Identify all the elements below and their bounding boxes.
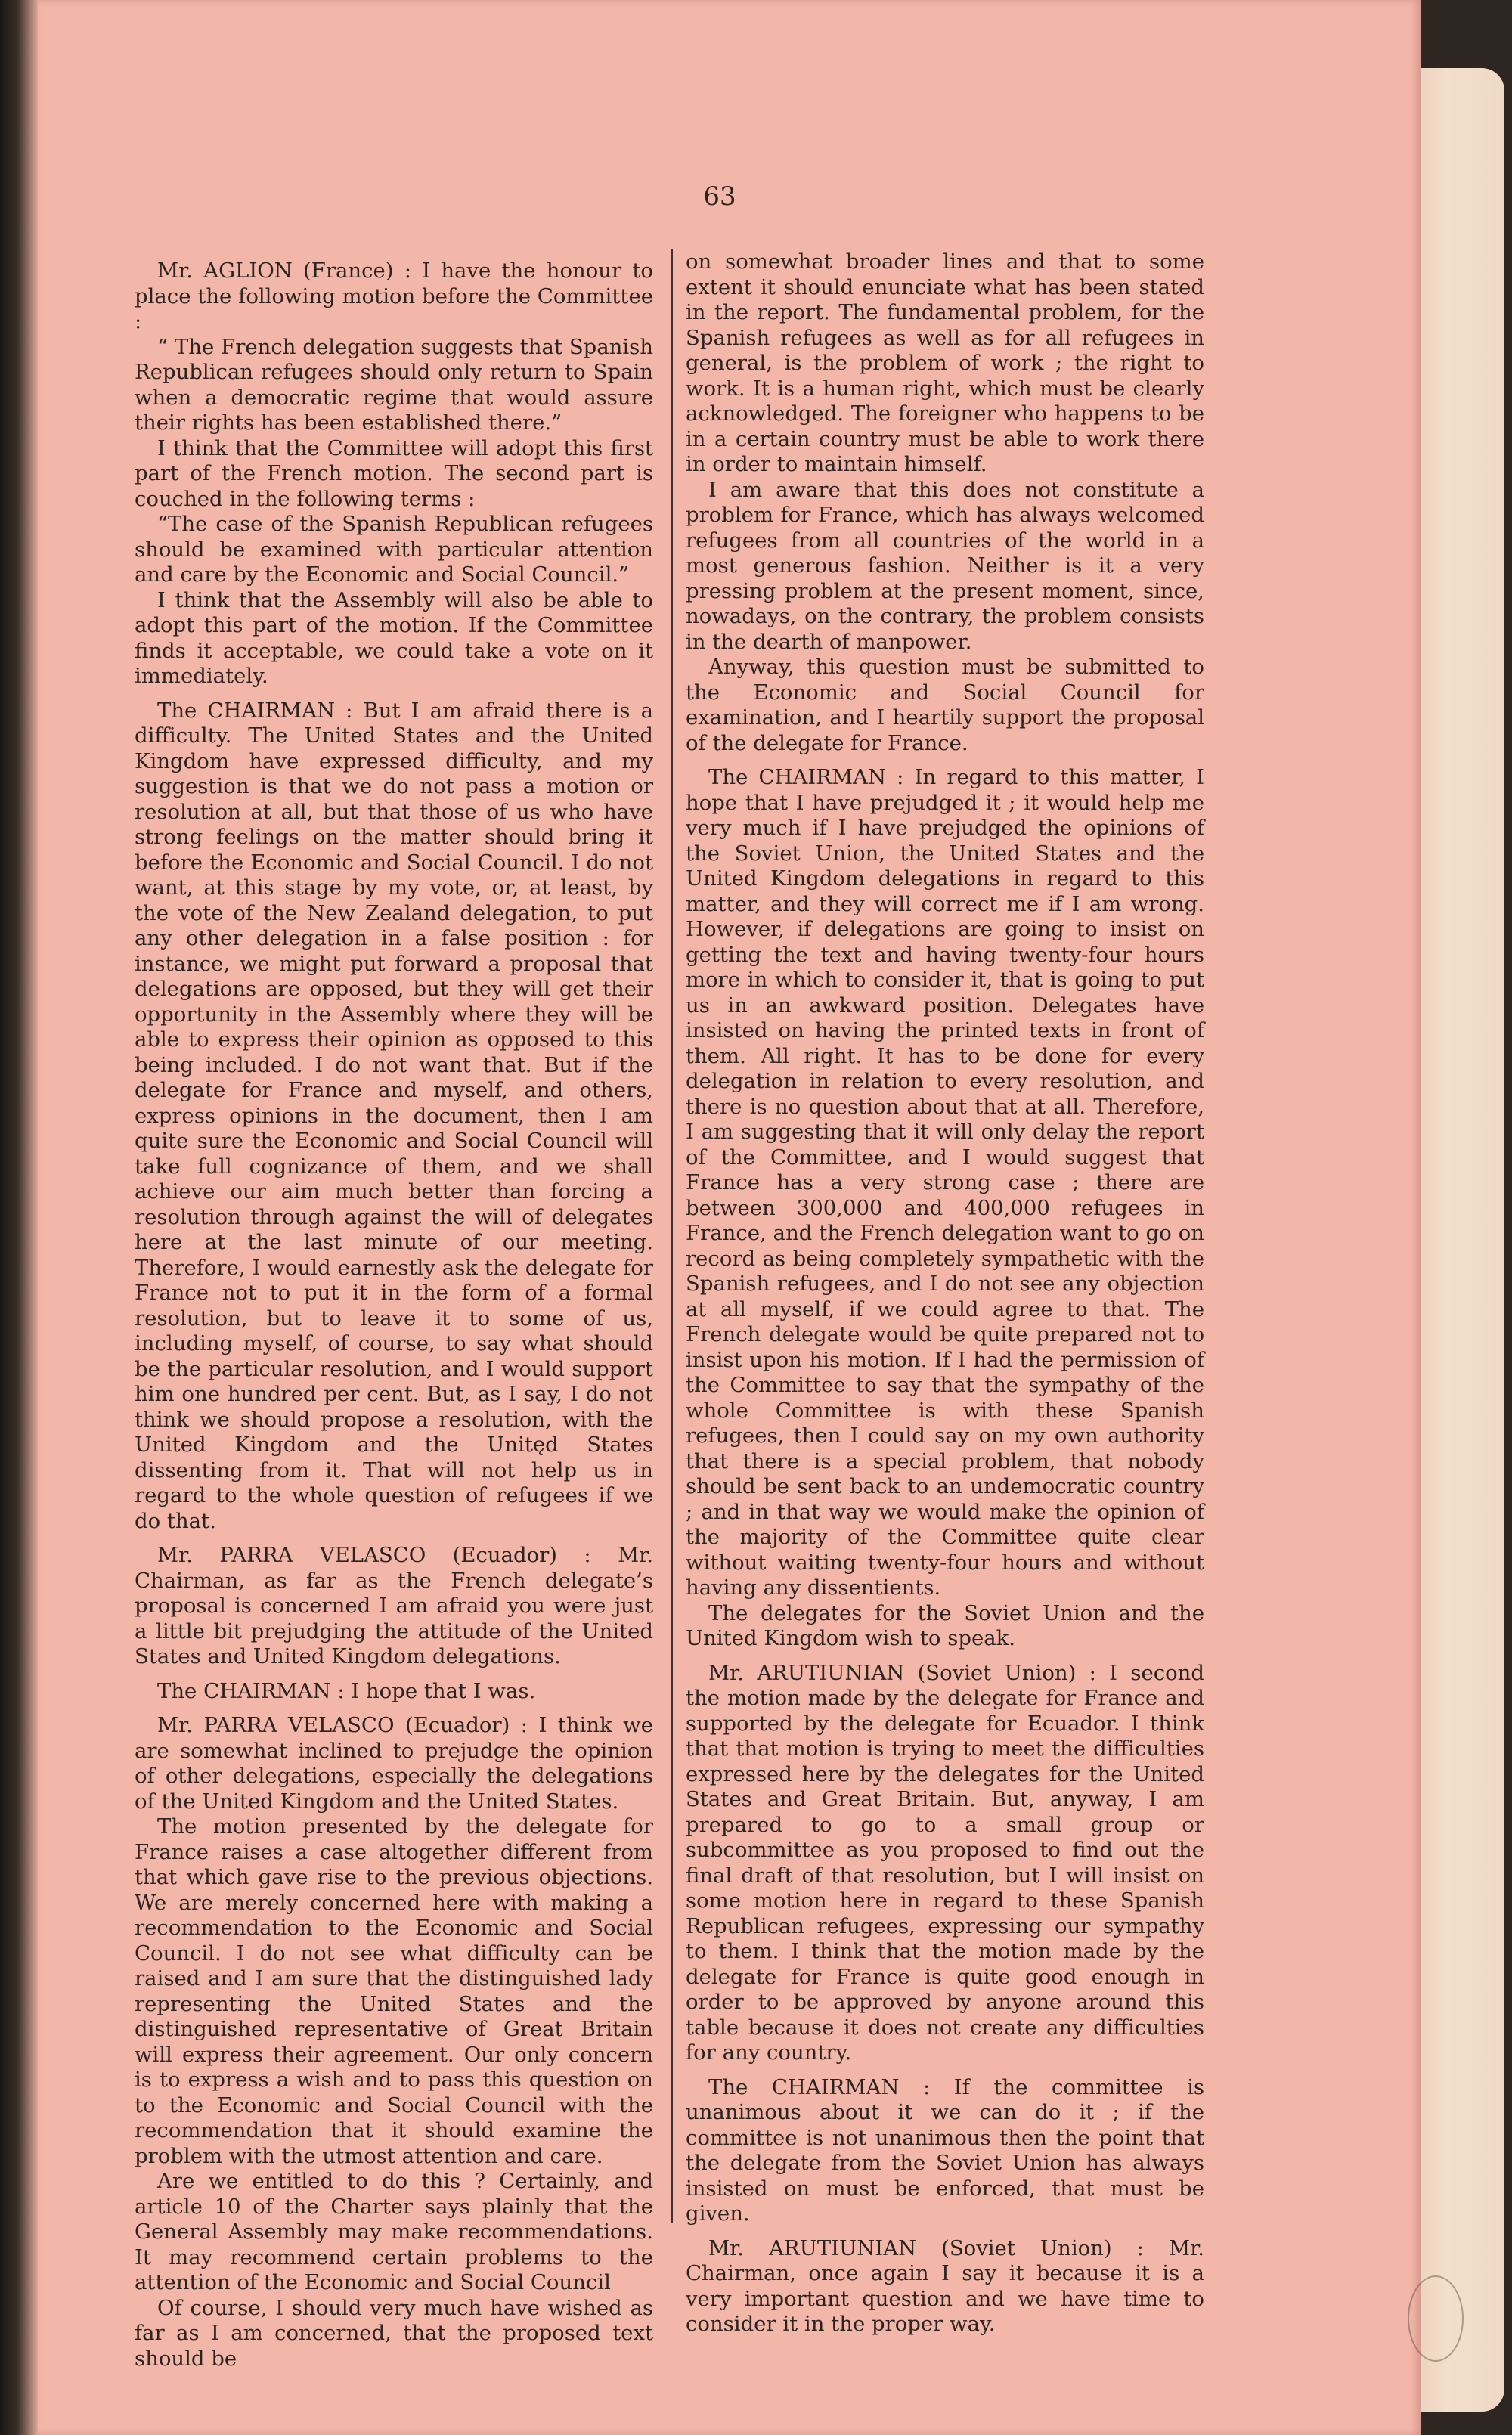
paragraph: I think that the Committee will adopt this first part of the French motion. The second part is couched in the following terms : <box>135 435 653 511</box>
paragraph: The CHAIRMAN : In regard to this matter, I hope that I have prejudged it ; it would help me very much if I have prejudged the opinions of the Soviet Union, the United States and the United Kingdom delegations in regard to this matter, and they will correct me if I am wrong. However, if delegations are going to insist on getting the text and having twenty-four hours more in which to consider it, that is going to put us in an awkward position. Delegates have insisted on having the printed texts in front of them. All right. It has to be done for every delegation in relation to every resolution, and there is no question about that at all. Therefore, I am suggesting that it will only delay the report of the Committee, and I would suggest that France has a very strong case ; there are between 300,000 and 400,000 refugees in France, and the French delegation want to go on record as being completely sympathetic with the Spanish refugees, and I do not see any objection at all myself, if we could agree to that. The French delegate would be quite prepared not to insist upon his motion. If I had the permission of the Committee to say that the sympathy of the whole Committee is with these Spanish refugees, then I could say on my own authority that there is a special problem, that nobody should be sent back to an undemocratic country ; and in that way we would make the opinion of the majority of the Committee quite clear without waiting twenty-four hours and without having any dissentients. <box>686 765 1204 1600</box>
document-page <box>38 0 1421 2435</box>
paragraph: Mr. PARRA VELASCO (Ecuador) : I think we are somewhat inclined to prejudge the opinion of other delegations, especially the delegations of the United Kingdom and the United States. <box>135 1713 653 1814</box>
paragraph: Mr. ARUTIUNIAN (Soviet Union) : I second the motion made by the delegate for France and supported by the delegate for Ecuador. I think that that motion is trying to meet the difficulties expressed here by the delegates for the United States and Great Britain. But, anyway, I am prepared to go to a small group or subcommittee as you proposed to find out the final draft of that resolution, but I will insist on some motion here in regard to these Spanish Republican refugees, expressing our sympathy to them. I think that the motion made by the delegate for France is quite good enough in order to be approved by anyone around this table because it does not create any difficulties for any country. <box>686 1660 1204 2065</box>
left-column <box>135 249 653 2371</box>
page-number: 63 <box>703 181 736 212</box>
paragraph: Anyway, this question must be submitted to the Economic and Social Council for examination, and I heartily support the proposal of the delegate for France. <box>686 655 1204 755</box>
paragraph: on somewhat broader lines and that to some extent it should enunciate what has been stated in the report. The fundamental problem, for the Spanish refugees as well as for all refugees in general, is the problem of work ; the right to work. It is a human right, which must be clearly acknowledged. The foreigner who happens to be in a certain country must be able to work there in order to maintain himself. <box>686 249 1204 476</box>
paragraph: “ The French delegation suggests that Spanish Republican refugees should only return to Spain when a democratic regime that would assure their rights has been established there.” <box>135 334 653 435</box>
right-column <box>686 249 1204 2337</box>
paragraph: “The case of the Spanish Republican refugees should be examined with particular attention and care by the Economic and Social Council.” <box>135 512 653 587</box>
paragraph: Are we entitled to do this ? Certainly, and article 10 of the Charter says plainly that the General Assembly may make recommendations. It may recommend certain problems to the attention of the Economic and Social Council <box>135 2169 653 2294</box>
paragraph: The CHAIRMAN : But I am afraid there is a difficulty. The United States and the United Kingdom have expressed difficulty, and my suggestion is that we do not pass a motion or resolution at all, but that those of us who have strong feelings on the matter should bring it before the Economic and Social Council. I do not want, at this stage by my vote, or, at least, by the vote of the New Zealand delegation, to put any other delegation in a false position : for instance, we might put forward a proposal that delegations are opposed, but they will get their opportunity in the Assembly where they will be able to express their opinion as opposed to this being included. I do not want that. But if the delegate for France and myself, and others, express opinions in the document, then I am quite sure the Economic and Social Council will take full cognizance of them, and we shall achieve our aim much better than forcing a resolution through against the will of delegates here at the last minute of our meeting. Therefore, I would earnestly ask the delegate for France not to put it in the form of a formal resolution, but to leave it to some of us, including myself, of course, to say what should be the particular resolution, and I would support him one hundred per cent. But, as I say, I do not think we should propose a resolution, with the United Kingdom and the Unitęd States dissenting from it. That will not help us in regard to the whole question of refugees if we do that. <box>135 698 653 1533</box>
paragraph: Of course, I should very much have wished as far as I am concerned, that the proposed text should be <box>135 2295 653 2371</box>
paragraph: Mr. ARUTIUNIAN (Soviet Union) : Mr. Chairman, once again I say it because it is a very important question and we have time to consider it in the proper way. <box>686 2235 1204 2336</box>
paragraph: The motion presented by the delegate for France raises a case altogether different from that which gave rise to the previous objections. We are merely concerned here with making a recommendation to the Economic and Social Council. I do not see what difficulty can be raised and I am sure that the distinguished lady representing the United States and the distinguished representative of Great Britain will express their agreement. Our only concern is to express a wish and to pass this question on to the Economic and Social Council with the recommendation that it should examine the problem with the utmost attention and care. <box>135 1814 653 2168</box>
paragraph: The CHAIRMAN : I hope that I was. <box>157 1678 536 1703</box>
paragraph: Mr. AGLION (France) : I have the honour to place the following motion before the Committee : <box>135 259 653 333</box>
paragraph: I think that the Assembly will also be able to adopt this part of the motion. If the Committee finds it acceptable, we could take a vote on it immediately. <box>135 587 653 688</box>
paper-ring-mark <box>1408 2275 1464 2362</box>
paragraph: The delegates for the Soviet Union and the United Kingdom wish to speak. <box>686 1600 1204 1650</box>
paragraph: I am aware that this does not constitute a problem for France, which has always welcomed refugees from all countries of the world in a most generous fashion. Neither is it a very pressing problem at the present moment, since, nowadays, on the contrary, the problem consists in the dearth of manpower. <box>686 477 1204 654</box>
column-divider <box>671 249 673 2223</box>
paragraph: The CHAIRMAN : If the committee is unanimous about it we can do it ; if the committee is not unanimous then the point that the delegate from the Soviet Union has always insisted on must be enforced, that must be given. <box>686 2074 1204 2226</box>
paragraph: Mr. PARRA VELASCO (Ecuador) : Mr. Chairman, as far as the French delegate’s proposal is concerned I am afraid you were just a little bit prejudging the attitude of the United States and United Kingdom delegations. <box>135 1543 653 1668</box>
